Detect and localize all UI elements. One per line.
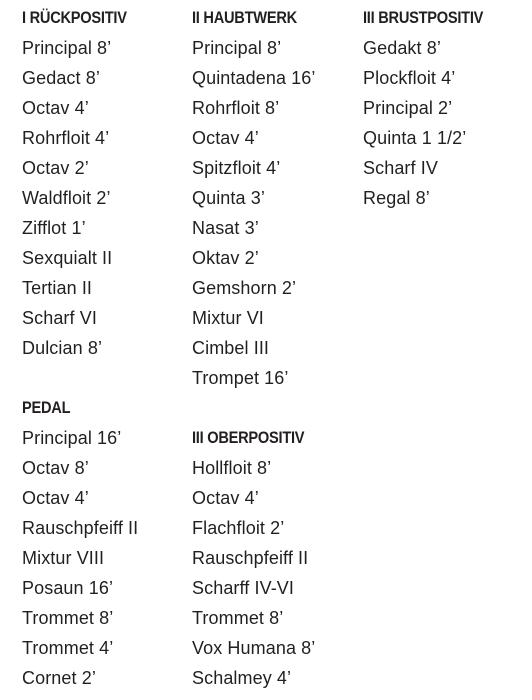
stop-item: Gedact 8’	[22, 68, 100, 88]
stop-item: Flachfloit 2’	[192, 518, 285, 538]
stop-item: Zifflot 1’	[22, 218, 86, 238]
division-pedal	[22, 393, 138, 693]
division-brustpositiv	[363, 3, 503, 213]
stop-list	[22, 33, 144, 363]
stop-list	[192, 33, 316, 393]
stop-item: Quinta 1 1/2’	[363, 128, 467, 148]
stop-item: Principal 2’	[363, 98, 453, 118]
stop-item: Regal 8’	[363, 188, 430, 208]
stop-item: Rohrfloit 4’	[22, 128, 110, 148]
stop-item: Spitzfloit 4’	[192, 158, 281, 178]
stop-item: Octav 4’	[22, 98, 89, 118]
stop-item: Octav 4’	[22, 488, 89, 508]
stop-item: Vox Humana 8’	[192, 638, 316, 658]
division-title: I RÜCKPOSITIV	[22, 8, 127, 27]
stop-item: Octav 2’	[22, 158, 89, 178]
stop-item: Plockfloit 4’	[363, 68, 456, 88]
stop-item: Rauschpfeiff II	[22, 518, 139, 538]
stop-item: Rauschpfeiff II	[192, 548, 309, 568]
stop-item: Cornet 2’	[22, 668, 96, 688]
stop-list	[363, 33, 503, 213]
stop-item: Hollfloit 8’	[192, 458, 272, 478]
stop-item: Mixtur VI	[192, 308, 264, 328]
stop-item: Scharf VI	[22, 308, 97, 328]
division-title: III OBERPOSITIV	[192, 428, 305, 447]
stop-item: Principal 8’	[192, 38, 282, 58]
stop-item: Trommet 4’	[22, 638, 114, 658]
division-title: III BRUSTPOSITIV	[363, 8, 484, 27]
stop-list	[22, 423, 138, 693]
stop-item: Sexquialt II	[22, 248, 113, 268]
stop-item: Rohrfloit 8’	[192, 98, 280, 118]
division-rueckpositiv	[22, 3, 144, 363]
stop-item: Principal 16’	[22, 428, 122, 448]
stop-item: Cimbel III	[192, 338, 270, 358]
stop-item: Principal 8’	[22, 38, 112, 58]
stop-item: Oktav 2’	[192, 248, 259, 268]
stop-item: Schalmey 4’	[192, 668, 292, 688]
division-title: PEDAL	[22, 398, 71, 417]
stop-item: Gemshorn 2’	[192, 278, 297, 298]
stop-item: Quinta 3’	[192, 188, 265, 208]
stop-item: Trompet 16’	[192, 368, 289, 388]
stop-item: Octav 8’	[22, 458, 89, 478]
stop-item: Octav 4’	[192, 128, 259, 148]
stop-item: Dulcian 8’	[22, 338, 103, 358]
stop-item: Posaun 16’	[22, 578, 114, 598]
stop-item: Octav 4’	[192, 488, 259, 508]
stop-item: Mixtur VIII	[22, 548, 105, 568]
division-oberpositiv	[192, 423, 323, 693]
stop-item: Trommet 8’	[22, 608, 114, 628]
stop-item: Nasat 3’	[192, 218, 259, 238]
division-title: II HAUBTWERK	[192, 8, 297, 27]
stop-item: Scharf IV	[363, 158, 438, 178]
stop-item: Tertian II	[22, 278, 93, 298]
stop-item: Waldfloit 2’	[22, 188, 111, 208]
stop-list	[192, 453, 323, 693]
stop-item: Quintadena 16’	[192, 68, 316, 88]
stop-item: Scharff IV-VI	[192, 578, 295, 598]
division-haubtwerk	[192, 3, 316, 393]
stop-item: Gedakt 8’	[363, 38, 441, 58]
stop-item: Trommet 8’	[192, 608, 284, 628]
